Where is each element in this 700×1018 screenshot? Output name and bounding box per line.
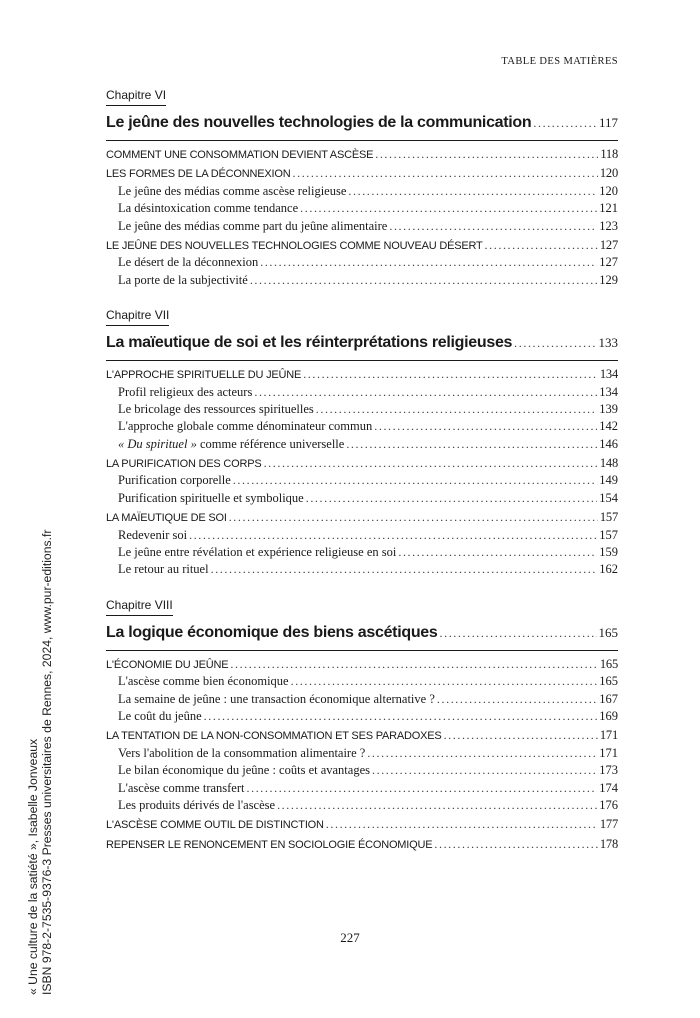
chapter-label: Chapitre VII [106, 308, 169, 326]
section-entry[interactable] [106, 456, 618, 473]
page-number: 148 [599, 456, 618, 471]
page-number: 117 [598, 115, 618, 130]
chapter-label: Chapitre VIII [106, 598, 173, 616]
leader-dots [233, 473, 597, 487]
section-entry[interactable] [106, 657, 618, 674]
leader-dots [291, 674, 598, 688]
section-entry[interactable] [106, 238, 618, 255]
subsection-title: La porte de la subjectivité [118, 272, 248, 287]
page-number: 139 [599, 401, 618, 416]
leader-dots [485, 238, 598, 252]
section-title: LES FORMES DE LA DÉCONNEXION [106, 168, 291, 181]
leader-dots [316, 402, 597, 416]
leader-dots [374, 419, 597, 433]
leader-dots [264, 456, 598, 470]
running-head: TABLE DES MATIÈRES [501, 56, 618, 67]
leader-dots [434, 837, 597, 851]
chapter-title-line[interactable] [106, 114, 618, 132]
leader-dots [303, 367, 598, 381]
subsection-entry[interactable] [106, 746, 618, 763]
page-number: 120 [599, 183, 618, 198]
chapter-title: La maïeutique de soi et les réinterprétations religieuses [106, 334, 513, 352]
page-number: 176 [599, 797, 618, 812]
subsection-entry[interactable] [106, 419, 618, 436]
subsection-entry[interactable] [106, 219, 618, 236]
page-number: 169 [599, 708, 618, 723]
page-number: 177 [599, 817, 618, 832]
subsection-title: L'ascèse comme bien économique [118, 674, 289, 689]
page-number: 123 [599, 218, 618, 233]
page-number: 159 [599, 545, 618, 560]
section-title: REPENSER LE RENONCEMENT EN SOCIOLOGIE ÉCONOMIQUE [106, 838, 433, 851]
section-entry[interactable] [106, 510, 618, 527]
leader-dots [230, 657, 597, 671]
page-number: 134 [599, 384, 618, 399]
section-title: LA TENTATION DE LA NON-CONSOMMATION ET SES PARADOXES [106, 730, 442, 743]
page-number: 149 [599, 473, 618, 488]
section-entry[interactable] [106, 166, 618, 183]
subsection-title: Le bilan économique du jeûne : coûts et avantages [118, 763, 370, 778]
section-title: L'ASCÈSE COMME OUTIL DE DISTINCTION [106, 819, 324, 832]
section-title: L'ÉCONOMIE DU JEÛNE [106, 658, 229, 671]
subsection-entry[interactable] [106, 674, 618, 691]
subsection-title [118, 437, 344, 452]
subsection-entry[interactable] [106, 528, 618, 545]
page-number: 129 [599, 272, 618, 287]
leader-dots [389, 219, 597, 233]
subsection-title: Purification corporelle [118, 473, 231, 488]
page-number: 171 [599, 745, 618, 760]
subsection-entry[interactable] [106, 709, 618, 726]
page-number: 118 [600, 147, 618, 161]
subsection-title: Le jeûne des médias comme part du jeûne alimentaire [118, 218, 388, 233]
leader-dots [367, 746, 597, 760]
chapter-title-line[interactable] [106, 624, 618, 642]
side-credit-line-2: ISBN 978-2-7535-9376-3 Presses universitaires de Rennes, 2024, www.pur-editions.fr [40, 529, 54, 995]
subsection-entry[interactable] [106, 781, 618, 798]
toc [106, 86, 618, 854]
leader-dots [300, 201, 597, 215]
subsection-title: La désintoxication comme tendance [118, 201, 299, 216]
subsection-entry[interactable] [106, 402, 618, 419]
leader-dots [260, 255, 597, 269]
section-title: LA PURIFICATION DES CORPS [106, 458, 262, 471]
leader-dots [189, 528, 597, 542]
subsection-entry[interactable] [106, 473, 618, 490]
chapter-label: Chapitre VI [106, 88, 166, 106]
page-number: 121 [599, 201, 618, 216]
subsection-title-italic: « Du spirituel » [118, 436, 197, 451]
section-entry[interactable] [106, 837, 618, 854]
subsection-title: Profil religieux des acteurs [118, 384, 253, 399]
subsection-entry[interactable] [106, 201, 618, 218]
subsection-title: Vers l'abolition de la consommation alimentaire ? [118, 745, 366, 760]
subsection-title: L'approche globale comme dénominateur commun [118, 419, 373, 434]
subsection-entry[interactable] [106, 545, 618, 562]
chapter-title: La logique économique des biens ascétiques [106, 623, 438, 641]
page-number: 157 [599, 527, 618, 542]
leader-dots [254, 385, 597, 399]
chapter-title: Le jeûne des nouvelles technologies de la communication [106, 114, 532, 131]
page-number: 146 [599, 436, 618, 451]
page-number: 154 [599, 490, 618, 505]
subsection-entry[interactable] [106, 273, 618, 290]
section-entry[interactable] [106, 367, 618, 384]
subsection-title: Le coût du jeûne [118, 708, 202, 723]
leader-dots [372, 763, 597, 777]
divider [106, 140, 618, 141]
leader-dots [444, 728, 598, 742]
page-number-footer: 227 [340, 930, 360, 945]
page-number: 171 [599, 728, 618, 743]
leader-dots [229, 510, 598, 524]
leader-dots [346, 437, 597, 451]
subsection-title: Redevenir soi [118, 527, 188, 542]
leader-dots [533, 116, 597, 130]
page-number: 142 [599, 419, 618, 434]
subsection-title: Purification spirituelle et symbolique [118, 490, 304, 505]
chapter-title-line[interactable] [106, 334, 618, 352]
subsection-entry[interactable] [106, 385, 618, 402]
subsection-entry[interactable] [106, 798, 618, 815]
page-number: 165 [598, 624, 618, 640]
page-number: 162 [599, 562, 618, 577]
section-entry[interactable] [106, 728, 618, 745]
page-number: 167 [599, 691, 618, 706]
subsection-entry[interactable] [106, 562, 618, 579]
page-number: 134 [599, 367, 618, 382]
page-number: 174 [599, 780, 618, 795]
subsection-title: Le jeûne des médias comme ascèse religieuse [118, 183, 347, 198]
leader-dots [375, 147, 598, 161]
chapter-7 [106, 306, 618, 580]
section-title: L'APPROCHE SPIRITUELLE DU JEÛNE [106, 369, 302, 382]
page-number: 127 [599, 237, 618, 252]
divider [106, 360, 618, 361]
section-entry[interactable] [106, 147, 618, 164]
section-entry[interactable] [106, 817, 618, 834]
subsection-title: Les produits dérivés de l'ascèse [118, 797, 276, 812]
page-number: 120 [599, 166, 618, 181]
subsection-title: Le jeûne entre révélation et expérience religieuse en soi [118, 545, 397, 560]
subsection-entry[interactable] [106, 692, 618, 709]
page-number: 165 [599, 656, 618, 671]
subsection-title: La semaine de jeûne : une transaction économique alternative ? [118, 691, 435, 706]
subsection-entry[interactable] [106, 437, 618, 454]
leader-dots [247, 781, 598, 795]
subsection-entry[interactable] [106, 255, 618, 272]
page-number: 133 [598, 335, 618, 351]
leader-dots [211, 562, 598, 576]
chapter-8 [106, 596, 618, 854]
subsection-title: L'ascèse comme transfert [118, 780, 245, 795]
divider [106, 650, 618, 651]
page-number: 127 [599, 255, 618, 270]
leader-dots [514, 336, 596, 350]
chapter-6 [106, 86, 618, 290]
leader-dots [204, 709, 598, 723]
leader-dots [277, 798, 597, 812]
leader-dots [306, 491, 598, 505]
leader-dots [348, 184, 597, 198]
side-credit-line-1: « Une culture de la satiété », Isabelle Jonveaux [26, 738, 40, 995]
subsection-title-rest: comme référence universelle [196, 436, 345, 451]
leader-dots [293, 166, 598, 180]
leader-dots [250, 273, 597, 287]
page-number: 157 [599, 510, 618, 525]
subsection-entry[interactable] [106, 184, 618, 201]
section-title: LA MAÏEUTIQUE DE SOI [106, 512, 227, 525]
leader-dots [398, 545, 597, 559]
subsection-title: Le retour au rituel [118, 562, 209, 577]
section-title: COMMENT UNE CONSOMMATION DEVIENT ASCÈSE [106, 149, 374, 161]
side-credit [26, 530, 54, 995]
section-title: LE JEÛNE DES NOUVELLES TECHNOLOGIES COMME NOUVEAU DÉSERT [106, 239, 483, 252]
subsection-title: Le bricolage des ressources spirituelles [118, 401, 314, 416]
leader-dots [437, 692, 597, 706]
page-number: 165 [599, 674, 618, 689]
page-number: 178 [599, 836, 618, 851]
subsection-title: Le désert de la déconnexion [118, 255, 259, 270]
leader-dots [326, 817, 598, 831]
subsection-entry[interactable] [106, 763, 618, 780]
leader-dots [440, 626, 597, 640]
page-number: 173 [599, 763, 618, 778]
subsection-entry[interactable] [106, 491, 618, 508]
